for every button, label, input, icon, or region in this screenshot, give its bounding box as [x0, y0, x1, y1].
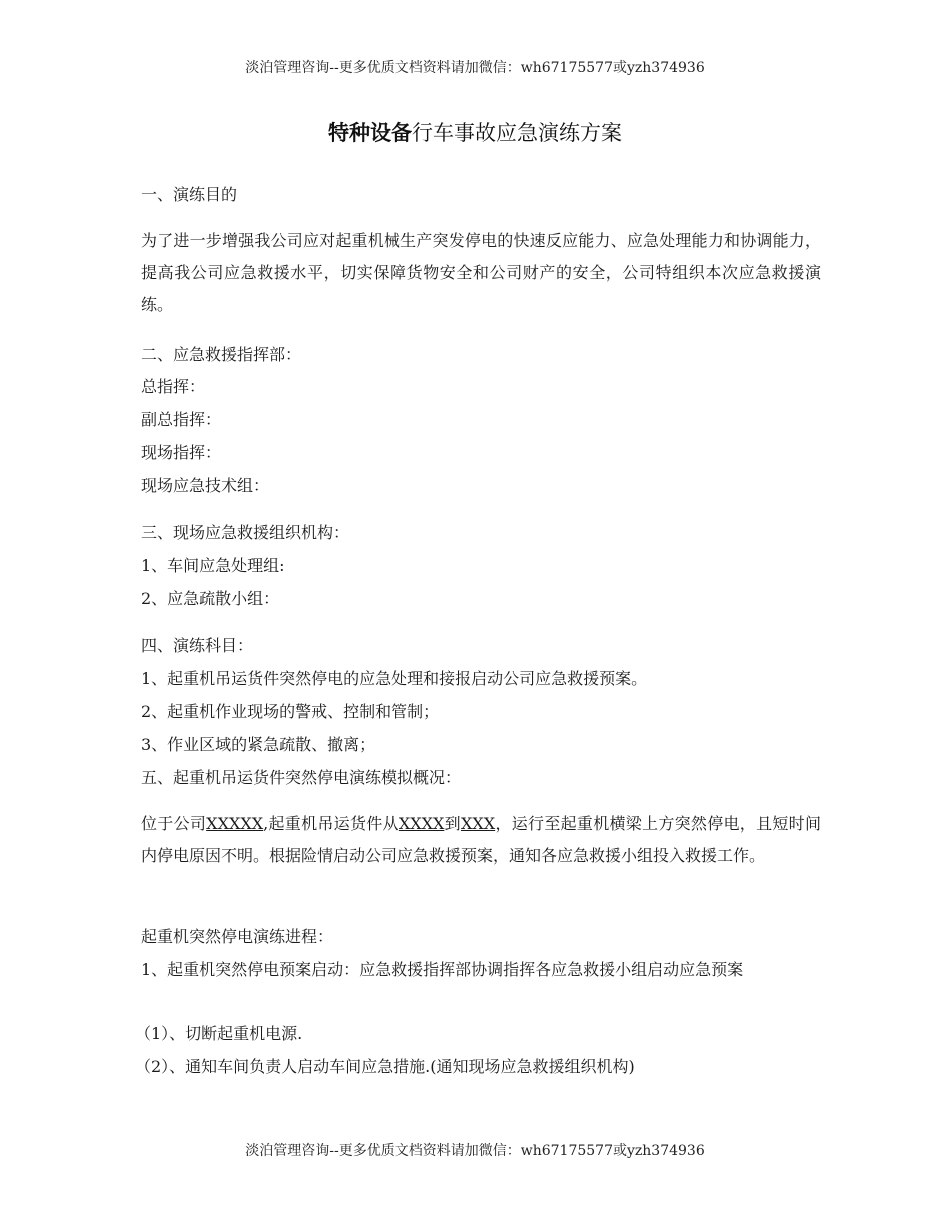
section-3-item: 2、应急疏散小组：: [141, 589, 280, 608]
process-heading: 起重机突然停电演练进程：: [141, 927, 334, 946]
section-3-item: 1、车间应急处理组:: [141, 556, 285, 575]
section-3-heading: 三、现场应急救援组织机构：: [141, 523, 350, 542]
section-1-heading: 一、演练目的: [141, 185, 238, 204]
placeholder-location: XXXXX: [206, 814, 264, 833]
process-substep: （2）、通知车间负责人启动车间应急措施.(通知现场应急救援组织机构): [135, 1057, 635, 1076]
section-1-paragraph: 为了进一步增强我公司应对起重机械生产突发停电的快速反应能力、应急处理能力和协调能力，提高我公司应急救援水平，切实保障货物安全和公司财产的安全，公司特组织本次应急救援演练。: [141, 231, 821, 314]
para-text: ,起重机吊运货件从: [263, 814, 399, 833]
section-2-item: 总指挥：: [141, 377, 206, 396]
process-step-1: 1、起重机突然停电预案启动：应急救援指挥部协调指挥各应急救援小组启动应急预案: [141, 960, 744, 979]
section-4-item: 2、起重机作业现场的警戒、控制和管制；: [141, 702, 440, 721]
section-2-item: 现场应急技术组：: [141, 476, 270, 495]
title-rest: 行车事故应急演练方案: [412, 121, 622, 145]
placeholder-to: XXX: [460, 814, 496, 833]
document-title: [0, 117, 950, 147]
process-substep: （1）、切断起重机电源.: [135, 1024, 303, 1043]
section-2-heading: 二、应急救援指挥部：: [141, 345, 302, 364]
section-4-item: 1、起重机吊运货件突然停电的应急处理和接报启动公司应急救援预案。: [141, 669, 648, 688]
section-4-heading: 四、演练科目：: [141, 636, 254, 655]
title-bold-part: 特种设备: [328, 120, 412, 145]
section-2-item: 现场指挥：: [141, 443, 222, 462]
placeholder-from: XXXX: [398, 814, 445, 833]
section-5-heading: 五、起重机吊运货件突然停电演练模拟概况：: [141, 768, 462, 787]
section-5-paragraph: [141, 808, 821, 872]
para-text: 到: [444, 814, 461, 833]
para-text: ，运行至起重机横梁上方突然停电，且短时间内停电原因不明。根据险情启动公司应急救援预案，通知各应急救援小组投入救援工作。: [141, 814, 821, 865]
para-text: 位于公司: [141, 814, 207, 833]
page-footer: 淡泊管理咨询--更多优质文档资料请加微信：wh67175577或yzh374936: [245, 1143, 705, 1159]
section-4-item: 3、作业区域的紧急疏散、撤离；: [141, 735, 376, 754]
section-2-item: 副总指挥：: [141, 410, 222, 429]
page-header: 淡泊管理咨询--更多优质文档资料请加微信：wh67175577或yzh374936: [245, 60, 705, 76]
